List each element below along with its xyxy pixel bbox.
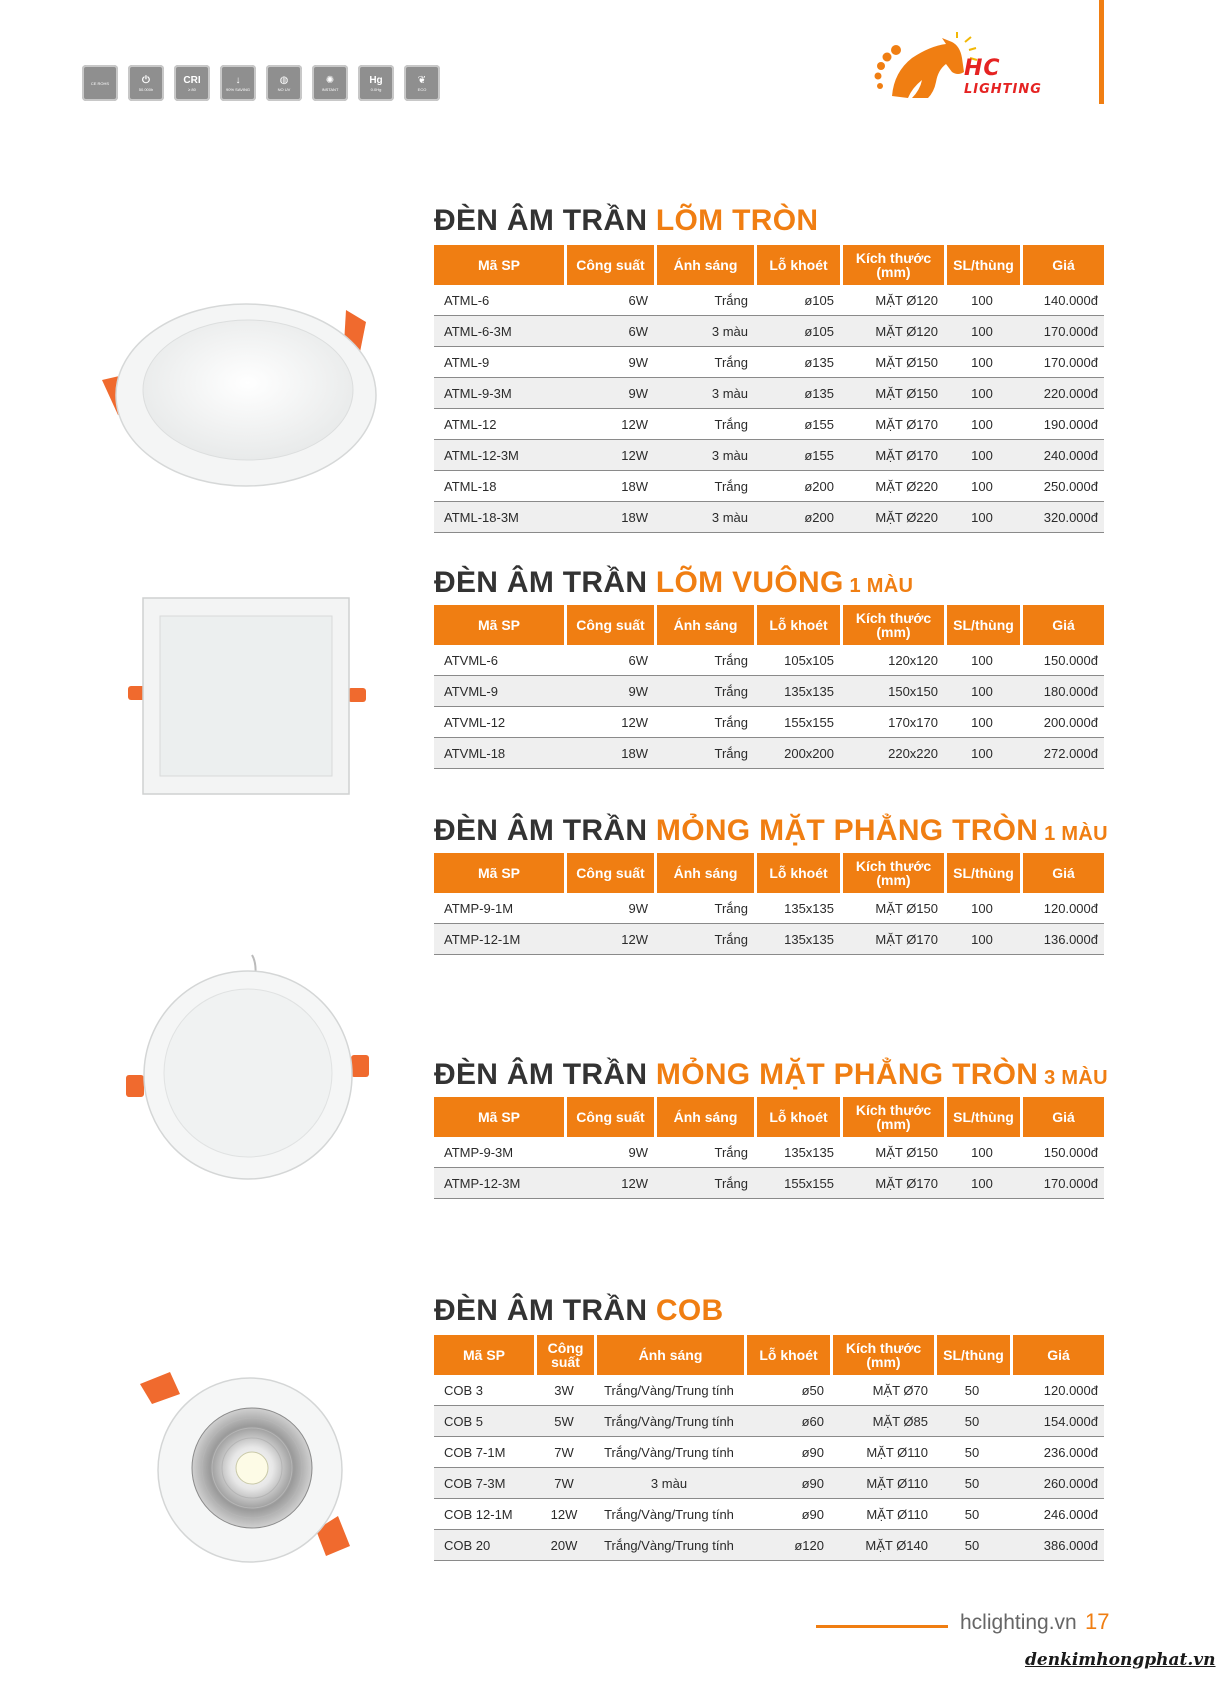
table-cell: 6W — [564, 645, 654, 676]
table-cell: Trắng — [654, 471, 754, 502]
table-cell: COB 5 — [434, 1406, 534, 1437]
column-header: Mã SP — [434, 605, 564, 645]
cert-icon-sub: 0.0Hg — [370, 86, 382, 92]
cert-icon-sub: CE ROHS — [90, 81, 110, 86]
table-cell: 100 — [944, 738, 1020, 769]
table-cell: COB 7-3M — [434, 1468, 534, 1499]
table-cell: ø155 — [754, 440, 840, 471]
table-cell: 200x200 — [754, 738, 840, 769]
cert-icon-label: ◍ — [279, 74, 289, 86]
table-cell: ATMP-12-1M — [434, 924, 564, 955]
table-cell: MẶT Ø220 — [840, 502, 944, 533]
table-cell: 12W — [564, 707, 654, 738]
table-cell: 18W — [564, 471, 654, 502]
cert-icon-sub: 50.000h — [138, 86, 154, 92]
table-row — [434, 1499, 1104, 1530]
table-cell: 272.000đ — [1020, 738, 1104, 769]
table-cell: Trắng — [654, 409, 754, 440]
table-cell: ATML-9-3M — [434, 378, 564, 409]
table-cell: ø120 — [744, 1530, 830, 1561]
table-row — [434, 924, 1104, 955]
table-cell: 50 — [934, 1406, 1010, 1437]
table-cell: ø90 — [744, 1437, 830, 1468]
table-row — [434, 738, 1104, 769]
table-cell: 12W — [534, 1499, 594, 1530]
price-table-lom-vuong — [434, 605, 1104, 769]
column-header: Ánh sáng — [654, 853, 754, 893]
table-cell: 135x135 — [754, 676, 840, 707]
no-uv-icon — [266, 65, 302, 101]
price-table-cob — [434, 1335, 1104, 1561]
table-cell: Trắng — [654, 738, 754, 769]
column-header: Ánh sáng — [654, 245, 754, 285]
table-cell: MẶT Ø170 — [840, 409, 944, 440]
table-cell: 9W — [564, 676, 654, 707]
table-cell: ATML-6-3M — [434, 316, 564, 347]
table-cell: 240.000đ — [1020, 440, 1104, 471]
column-header: Lỗ khoét — [754, 1097, 840, 1137]
table-cell: 3 màu — [654, 502, 754, 533]
table-cell: 100 — [944, 378, 1020, 409]
table-cell: 250.000đ — [1020, 471, 1104, 502]
table-cell: ATML-6 — [434, 285, 564, 316]
table-cell: 100 — [944, 1168, 1020, 1199]
table-cell: 180.000đ — [1020, 676, 1104, 707]
table-cell: 150x150 — [840, 676, 944, 707]
table-cell: COB 20 — [434, 1530, 534, 1561]
cert-icon-sub: INSTANT — [321, 86, 339, 92]
table-cell: 6W — [564, 316, 654, 347]
table-cell: 190.000đ — [1020, 409, 1104, 440]
table-header-row — [434, 1335, 1104, 1375]
table-header-row — [434, 245, 1104, 285]
table-row — [434, 1437, 1104, 1468]
column-header: Ánh sáng — [654, 605, 754, 645]
table-cell: MẶT Ø150 — [840, 347, 944, 378]
column-header: Mã SP — [434, 245, 564, 285]
table-cell: 50 — [934, 1437, 1010, 1468]
table-cell: Trắng/Vàng/Trung tính — [594, 1406, 744, 1437]
column-header: Ánh sáng — [594, 1335, 744, 1375]
table-cell: 18W — [564, 502, 654, 533]
table-cell: Trắng/Vàng/Trung tính — [594, 1530, 744, 1561]
column-header: Công suất — [564, 1097, 654, 1137]
table-cell: COB 3 — [434, 1375, 534, 1406]
cert-icon-label: Hg — [369, 74, 383, 86]
table-cell: 236.000đ — [1010, 1437, 1104, 1468]
column-header: Giá — [1020, 853, 1104, 893]
table-row — [434, 378, 1104, 409]
table-cell: 50 — [934, 1375, 1010, 1406]
table-cell: MẶT Ø110 — [830, 1499, 934, 1530]
table-cell: 260.000đ — [1010, 1468, 1104, 1499]
square-recessed-light-image — [128, 596, 368, 796]
table-cell: Trắng — [654, 285, 754, 316]
table-cell: 50 — [934, 1499, 1010, 1530]
table-cell: ø155 — [754, 409, 840, 440]
watermark-text: denkimhongphat.vn — [1025, 1650, 1216, 1670]
table-row — [434, 502, 1104, 533]
table-cell: 3 màu — [654, 378, 754, 409]
table-cell: MẶT Ø70 — [830, 1375, 934, 1406]
table-cell: COB 12-1M — [434, 1499, 534, 1530]
table-cell: ATMP-12-3M — [434, 1168, 564, 1199]
round-recessed-light-image — [98, 300, 398, 485]
table-cell: Trắng — [654, 1168, 754, 1199]
table-header-row — [434, 1097, 1104, 1137]
table-cell: 7W — [534, 1468, 594, 1499]
column-header: Công suất — [534, 1335, 594, 1375]
column-header: Giá — [1020, 245, 1104, 285]
table-cell: MẶT Ø110 — [830, 1468, 934, 1499]
table-cell: 12W — [564, 1168, 654, 1199]
table-cell: ATML-9 — [434, 347, 564, 378]
table-cell: ø135 — [754, 347, 840, 378]
table-cell: 7W — [534, 1437, 594, 1468]
column-header: SL/thùng — [944, 245, 1020, 285]
table-cell: 220x220 — [840, 738, 944, 769]
energy-saving-icon — [220, 65, 256, 101]
table-cell: 386.000đ — [1010, 1530, 1104, 1561]
table-cell: 100 — [944, 707, 1020, 738]
table-row — [434, 676, 1104, 707]
table-cell: MẶT Ø120 — [840, 285, 944, 316]
section-title-lom-tron: ĐÈN ÂM TRẦN LÕM TRÒN — [434, 204, 819, 237]
table-row — [434, 707, 1104, 738]
table-cell: 100 — [944, 285, 1020, 316]
column-header: SL/thùng — [944, 1097, 1020, 1137]
table-cell: MẶT Ø120 — [840, 316, 944, 347]
table-cell: ø135 — [754, 378, 840, 409]
table-cell: 100 — [944, 893, 1020, 924]
thin-round-panel-image — [126, 955, 376, 1180]
column-header: Kích thước (mm) — [830, 1335, 934, 1375]
table-cell: 3 màu — [654, 316, 754, 347]
table-row — [434, 1137, 1104, 1168]
table-cell: 155x155 — [754, 707, 840, 738]
table-cell: 9W — [564, 347, 654, 378]
table-cell: 3W — [534, 1375, 594, 1406]
column-header: Lỗ khoét — [754, 853, 840, 893]
table-cell: ø200 — [754, 471, 840, 502]
table-row — [434, 1468, 1104, 1499]
table-cell: Trắng — [654, 893, 754, 924]
price-table-mong-3-mau — [434, 1097, 1104, 1199]
table-cell: MẶT Ø85 — [830, 1406, 934, 1437]
table-cell: ATVML-18 — [434, 738, 564, 769]
table-cell: Trắng/Vàng/Trung tính — [594, 1375, 744, 1406]
table-cell: 100 — [944, 502, 1020, 533]
table-cell: ATVML-6 — [434, 645, 564, 676]
certification-icons — [82, 65, 440, 101]
table-cell: 200.000đ — [1020, 707, 1104, 738]
price-table-mong-1-mau — [434, 853, 1104, 955]
section-title-lom-vuong: ĐÈN ÂM TRẦN LÕM VUÔNG 1 MÀU — [434, 566, 914, 599]
table-cell: 100 — [944, 1137, 1020, 1168]
eco-leaf-icon — [404, 65, 440, 101]
table-cell: ø200 — [754, 502, 840, 533]
table-cell: Trắng/Vàng/Trung tính — [594, 1499, 744, 1530]
cert-icon-label: ❦ — [417, 74, 427, 86]
table-cell: 9W — [564, 1137, 654, 1168]
table-cell: 135x135 — [754, 924, 840, 955]
cert-icon-sub: ≥ 80 — [188, 86, 196, 92]
table-cell: Trắng — [654, 676, 754, 707]
table-cell: 246.000đ — [1010, 1499, 1104, 1530]
table-cell: 12W — [564, 409, 654, 440]
footer-divider — [816, 1625, 948, 1628]
column-header: Kích thước (mm) — [840, 245, 944, 285]
logo-hc-text: HC — [964, 56, 1001, 81]
table-cell: ATMP-9-3M — [434, 1137, 564, 1168]
table-cell: COB 7-1M — [434, 1437, 534, 1468]
table-cell: Trắng — [654, 1137, 754, 1168]
table-cell: MẶT Ø150 — [840, 378, 944, 409]
column-header: Mã SP — [434, 1335, 534, 1375]
table-cell: ø105 — [754, 316, 840, 347]
table-cell: ø60 — [744, 1406, 830, 1437]
certificate-badge-icon — [82, 65, 118, 101]
table-cell: 100 — [944, 645, 1020, 676]
cert-icon-label: ↓ — [235, 74, 241, 86]
table-cell: ATML-18-3M — [434, 502, 564, 533]
column-header: Lỗ khoét — [754, 245, 840, 285]
table-row — [434, 285, 1104, 316]
logo-lighting-text: LIGHTING — [964, 82, 1042, 97]
table-cell: 170.000đ — [1020, 347, 1104, 378]
table-cell: ATMP-9-1M — [434, 893, 564, 924]
column-header: Mã SP — [434, 1097, 564, 1137]
table-cell: Trắng — [654, 347, 754, 378]
lifespan-icon — [128, 65, 164, 101]
column-header: Giá — [1020, 605, 1104, 645]
table-cell: MẶT Ø110 — [830, 1437, 934, 1468]
column-header: Ánh sáng — [654, 1097, 754, 1137]
table-cell: 3 màu — [654, 440, 754, 471]
table-cell: ø50 — [744, 1375, 830, 1406]
mercury-free-icon — [358, 65, 394, 101]
table-row — [434, 1375, 1104, 1406]
table-cell: Trắng — [654, 645, 754, 676]
table-cell: MẶT Ø170 — [840, 1168, 944, 1199]
column-header: Lỗ khoét — [754, 605, 840, 645]
page-number: 17 — [1085, 1609, 1110, 1634]
table-cell: 120x120 — [840, 645, 944, 676]
column-header: SL/thùng — [944, 853, 1020, 893]
table-cell: 3 màu — [594, 1468, 744, 1499]
table-cell: Trắng — [654, 924, 754, 955]
column-header: Giá — [1020, 1097, 1104, 1137]
table-row — [434, 893, 1104, 924]
table-row — [434, 1168, 1104, 1199]
table-cell: MẶT Ø140 — [830, 1530, 934, 1561]
table-cell: MẶT Ø150 — [840, 1137, 944, 1168]
column-header: Mã SP — [434, 853, 564, 893]
cri-icon — [174, 65, 210, 101]
cert-icon-sub: NO UV — [277, 86, 291, 92]
table-cell: ø90 — [744, 1468, 830, 1499]
table-cell: 150.000đ — [1020, 1137, 1104, 1168]
cert-icon-label: ✺ — [325, 74, 335, 86]
table-cell: 220.000đ — [1020, 378, 1104, 409]
table-cell: 100 — [944, 676, 1020, 707]
table-cell: 154.000đ — [1010, 1406, 1104, 1437]
table-cell: Trắng/Vàng/Trung tính — [594, 1437, 744, 1468]
section-title-mong-3-mau: ĐÈN ÂM TRẦN MỎNG MẶT PHẲNG TRÒN 3 MÀU — [434, 1058, 1108, 1091]
instant-on-icon — [312, 65, 348, 101]
table-cell: Trắng — [654, 707, 754, 738]
table-cell: 170.000đ — [1020, 1168, 1104, 1199]
table-cell: 100 — [944, 316, 1020, 347]
column-header: SL/thùng — [934, 1335, 1010, 1375]
table-cell: ATML-18 — [434, 471, 564, 502]
table-cell: 100 — [944, 471, 1020, 502]
table-row — [434, 440, 1104, 471]
table-cell: 50 — [934, 1468, 1010, 1499]
table-cell: 100 — [944, 409, 1020, 440]
table-cell: 100 — [944, 440, 1020, 471]
section-title-cob: ĐÈN ÂM TRẦN COB — [434, 1294, 724, 1327]
section-title-mong-1-mau: ĐÈN ÂM TRẦN MỎNG MẶT PHẲNG TRÒN 1 MÀU — [434, 814, 1108, 847]
column-header: SL/thùng — [944, 605, 1020, 645]
table-header-row — [434, 853, 1104, 893]
table-cell: ATVML-12 — [434, 707, 564, 738]
table-cell: ATVML-9 — [434, 676, 564, 707]
table-cell: 105x105 — [754, 645, 840, 676]
table-cell: ø105 — [754, 285, 840, 316]
table-cell: 20W — [534, 1530, 594, 1561]
table-cell: ATML-12-3M — [434, 440, 564, 471]
table-row — [434, 471, 1104, 502]
cert-icon-sub: 90% SAVING — [226, 86, 250, 92]
table-cell: 140.000đ — [1020, 285, 1104, 316]
column-header: Kích thước (mm) — [840, 1097, 944, 1137]
table-cell: 120.000đ — [1010, 1375, 1104, 1406]
table-cell: 135x135 — [754, 1137, 840, 1168]
cert-icon-label: CRI — [183, 74, 201, 86]
table-cell: 6W — [564, 285, 654, 316]
column-header: Công suất — [564, 245, 654, 285]
table-cell: 170.000đ — [1020, 316, 1104, 347]
table-row — [434, 316, 1104, 347]
table-cell: 12W — [564, 440, 654, 471]
price-table-lom-tron — [434, 245, 1104, 533]
table-cell: ATML-12 — [434, 409, 564, 440]
table-cell: 50 — [934, 1530, 1010, 1561]
column-header: Lỗ khoét — [744, 1335, 830, 1375]
logo-divider — [1099, 0, 1104, 104]
table-row — [434, 347, 1104, 378]
table-cell: 136.000đ — [1020, 924, 1104, 955]
table-cell: 120.000đ — [1020, 893, 1104, 924]
table-cell: 12W — [564, 924, 654, 955]
column-header: Kích thước (mm) — [840, 853, 944, 893]
table-cell: 100 — [944, 347, 1020, 378]
table-cell: MẶT Ø170 — [840, 924, 944, 955]
table-row — [434, 645, 1104, 676]
table-cell: 135x135 — [754, 893, 840, 924]
table-cell: ø90 — [744, 1499, 830, 1530]
table-row — [434, 1530, 1104, 1561]
table-header-row — [434, 605, 1104, 645]
column-header: Công suất — [564, 853, 654, 893]
column-header: Kích thước (mm) — [840, 605, 944, 645]
table-cell: MẶT Ø170 — [840, 440, 944, 471]
cert-icon-sub: ECO — [417, 86, 427, 92]
table-cell: 5W — [534, 1406, 594, 1437]
column-header: Công suất — [564, 605, 654, 645]
table-cell: MẶT Ø150 — [840, 893, 944, 924]
table-row — [434, 409, 1104, 440]
table-cell: MẶT Ø220 — [840, 471, 944, 502]
table-cell: 9W — [564, 893, 654, 924]
cob-downlight-image — [140, 1370, 355, 1570]
table-cell: 9W — [564, 378, 654, 409]
column-header: Giá — [1010, 1335, 1104, 1375]
table-row — [434, 1406, 1104, 1437]
table-cell: 18W — [564, 738, 654, 769]
table-cell: 320.000đ — [1020, 502, 1104, 533]
table-cell: 170x170 — [840, 707, 944, 738]
table-cell: 150.000đ — [1020, 645, 1104, 676]
footer-website[interactable]: hclighting.vn — [960, 1611, 1077, 1634]
cert-icon-label: ⏻ — [142, 74, 150, 86]
table-cell: 100 — [944, 924, 1020, 955]
table-cell: 155x155 — [754, 1168, 840, 1199]
